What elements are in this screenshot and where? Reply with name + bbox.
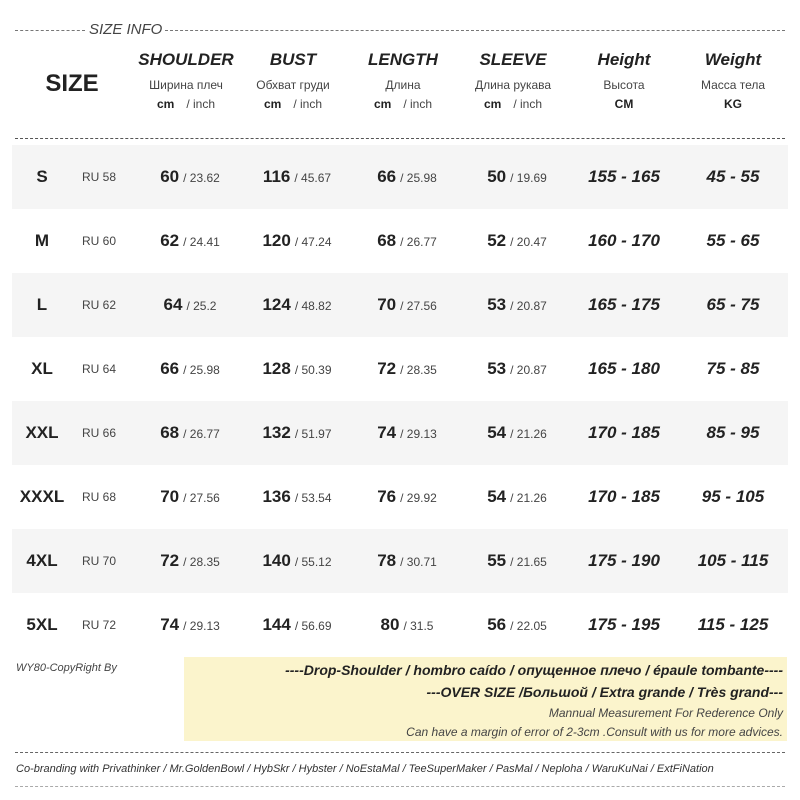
column-title: BUST xyxy=(269,50,317,69)
sleeve-cell: 56 / 22.05 xyxy=(487,615,547,634)
column-title: SHOULDER xyxy=(138,50,234,69)
size-info-title-bar xyxy=(15,20,785,40)
length-cell: 76 / 29.92 xyxy=(377,487,437,506)
table-row xyxy=(12,529,788,593)
length-cell: 74 / 29.13 xyxy=(377,423,437,442)
ru-size-cell: RU 62 xyxy=(82,298,117,312)
weight-cell: 45 - 55 xyxy=(706,167,760,186)
cobranding-text: Co-branding with Privathinker / Mr.GoldenBowl / HybSkr / Hybster / NoEstaMal / TeeSuperMaker / PasMal / Neploha / WaruKuNai / ExtFiNation xyxy=(16,763,714,775)
weight-cell: 85 - 95 xyxy=(706,423,760,442)
column-subtitle: Длина рукава xyxy=(474,78,552,92)
table-row xyxy=(12,273,788,337)
height-cell: 165 - 180 xyxy=(588,359,660,378)
column-title: LENGTH xyxy=(368,50,438,69)
over-size-note: ---OVER SIZE /Большой / Extra grande / Très grand--- xyxy=(426,684,783,700)
footer-bottom-divider xyxy=(15,786,785,787)
ru-size-cell: RU 64 xyxy=(82,362,117,376)
column-subtitle: Масса тела xyxy=(700,78,766,92)
size-cell: 5XL xyxy=(26,615,58,634)
sleeve-column-heading xyxy=(455,48,571,112)
bust-cell: 116 / 45.67 xyxy=(262,167,332,186)
shoulder-cell: 66 / 25.98 xyxy=(160,359,220,378)
length-cell: 78 / 30.71 xyxy=(377,551,437,570)
size-cell: XXL xyxy=(25,423,59,442)
column-subtitle: Ширина плеч xyxy=(149,78,223,92)
table-row xyxy=(12,145,788,209)
column-title: Weight xyxy=(704,50,762,69)
length-cell: 68 / 26.77 xyxy=(377,231,437,250)
height-cell: 175 - 190 xyxy=(588,551,660,570)
weight-column-heading xyxy=(682,48,784,112)
column-title: SLEEVE xyxy=(479,50,547,69)
column-units: cm / inch xyxy=(263,97,323,111)
bust-cell: 132 / 51.97 xyxy=(262,423,332,442)
size-cell: 4XL xyxy=(26,551,58,570)
sleeve-cell: 50 / 19.69 xyxy=(487,167,547,186)
shoulder-cell: 70 / 27.56 xyxy=(160,487,220,506)
shoulder-cell: 64 / 25.2 xyxy=(163,295,217,314)
column-units: cm / inch xyxy=(156,97,216,111)
length-cell: 70 / 27.56 xyxy=(377,295,437,314)
height-column-heading xyxy=(572,48,676,112)
ru-size-cell: RU 60 xyxy=(82,234,117,248)
sleeve-cell: 55 / 21.65 xyxy=(487,551,547,570)
title-divider-left xyxy=(15,30,85,31)
shoulder-cell: 72 / 28.35 xyxy=(160,551,220,570)
column-units: cm / inch xyxy=(373,97,433,111)
height-cell: 155 - 165 xyxy=(588,167,660,186)
table-row xyxy=(12,465,788,529)
shoulder-column-heading xyxy=(128,48,244,112)
table-row xyxy=(12,209,788,273)
size-column-heading: SIZE xyxy=(45,70,99,97)
weight-cell: 115 - 125 xyxy=(697,615,769,634)
height-cell: 160 - 170 xyxy=(588,231,660,250)
weight-cell: 75 - 85 xyxy=(706,359,760,378)
bust-cell: 120 / 47.24 xyxy=(262,231,332,250)
column-subtitle: Высота xyxy=(603,78,645,92)
size-cell: S xyxy=(36,167,48,186)
height-cell: 175 - 195 xyxy=(588,615,660,634)
table-row xyxy=(12,337,788,401)
ru-size-cell: RU 68 xyxy=(82,490,117,504)
size-cell: M xyxy=(34,231,50,250)
bust-cell: 144 / 56.69 xyxy=(262,615,332,634)
size-cell: XL xyxy=(31,359,53,378)
table-header xyxy=(0,48,800,136)
weight-cell: 65 - 75 xyxy=(706,295,760,314)
length-cell: 66 / 25.98 xyxy=(377,167,437,186)
shoulder-cell: 62 / 24.41 xyxy=(160,231,220,250)
title-divider-right xyxy=(165,30,785,31)
sleeve-cell: 54 / 21.26 xyxy=(487,423,547,442)
column-subtitle: Обхват груди xyxy=(256,78,330,92)
length-column-heading xyxy=(345,48,461,112)
weight-cell: 55 - 65 xyxy=(706,231,760,250)
weight-cell: 95 - 105 xyxy=(701,487,765,506)
bust-cell: 128 / 50.39 xyxy=(262,359,332,378)
column-units: CM xyxy=(614,97,634,111)
page-title: SIZE INFO xyxy=(89,21,163,38)
height-cell: 170 - 185 xyxy=(588,423,660,442)
table-row xyxy=(12,401,788,465)
sleeve-cell: 52 / 20.47 xyxy=(487,231,547,250)
drop-shoulder-note: ----Drop-Shoulder / hombro caído / опущенное плечо / épaule tombante---- xyxy=(285,662,783,678)
sleeve-cell: 53 / 20.87 xyxy=(487,295,547,314)
bust-cell: 124 / 48.82 xyxy=(262,295,332,314)
shoulder-cell: 68 / 26.77 xyxy=(160,423,220,442)
bust-cell: 140 / 55.12 xyxy=(262,551,332,570)
height-cell: 170 - 185 xyxy=(588,487,660,506)
column-title: Height xyxy=(597,50,651,69)
ru-size-cell: RU 66 xyxy=(82,426,117,440)
ru-size-cell: RU 70 xyxy=(82,554,117,568)
copyright-text: WY80-CopyRight By xyxy=(16,662,117,674)
manual-measurement-note: Mannual Measurement For Rederence Only xyxy=(548,706,783,720)
sleeve-cell: 54 / 21.26 xyxy=(487,487,547,506)
footer-divider xyxy=(15,752,785,753)
size-table-body xyxy=(12,145,788,657)
header-divider xyxy=(15,138,785,139)
column-subtitle: Длина xyxy=(385,78,421,92)
notes-box xyxy=(184,657,787,741)
column-units: KG xyxy=(724,97,742,111)
length-cell: 72 / 28.35 xyxy=(377,359,437,378)
bust-cell: 136 / 53.54 xyxy=(262,487,332,506)
length-cell: 80 / 31.5 xyxy=(380,615,434,634)
weight-cell: 105 - 115 xyxy=(697,551,769,570)
height-cell: 165 - 175 xyxy=(588,295,660,314)
margin-of-error-note: Can have a margin of error of 2-3cm .Consult with us for more advices. xyxy=(406,725,783,739)
size-cell: XXXL xyxy=(19,487,65,506)
ru-size-cell: RU 72 xyxy=(82,618,117,632)
size-cell: L xyxy=(36,295,48,314)
sleeve-cell: 53 / 20.87 xyxy=(487,359,547,378)
column-units: cm / inch xyxy=(483,97,543,111)
bust-column-heading xyxy=(235,48,351,112)
shoulder-cell: 74 / 29.13 xyxy=(160,615,220,634)
shoulder-cell: 60 / 23.62 xyxy=(160,167,220,186)
table-row xyxy=(12,593,788,657)
ru-size-cell: RU 58 xyxy=(82,170,117,184)
